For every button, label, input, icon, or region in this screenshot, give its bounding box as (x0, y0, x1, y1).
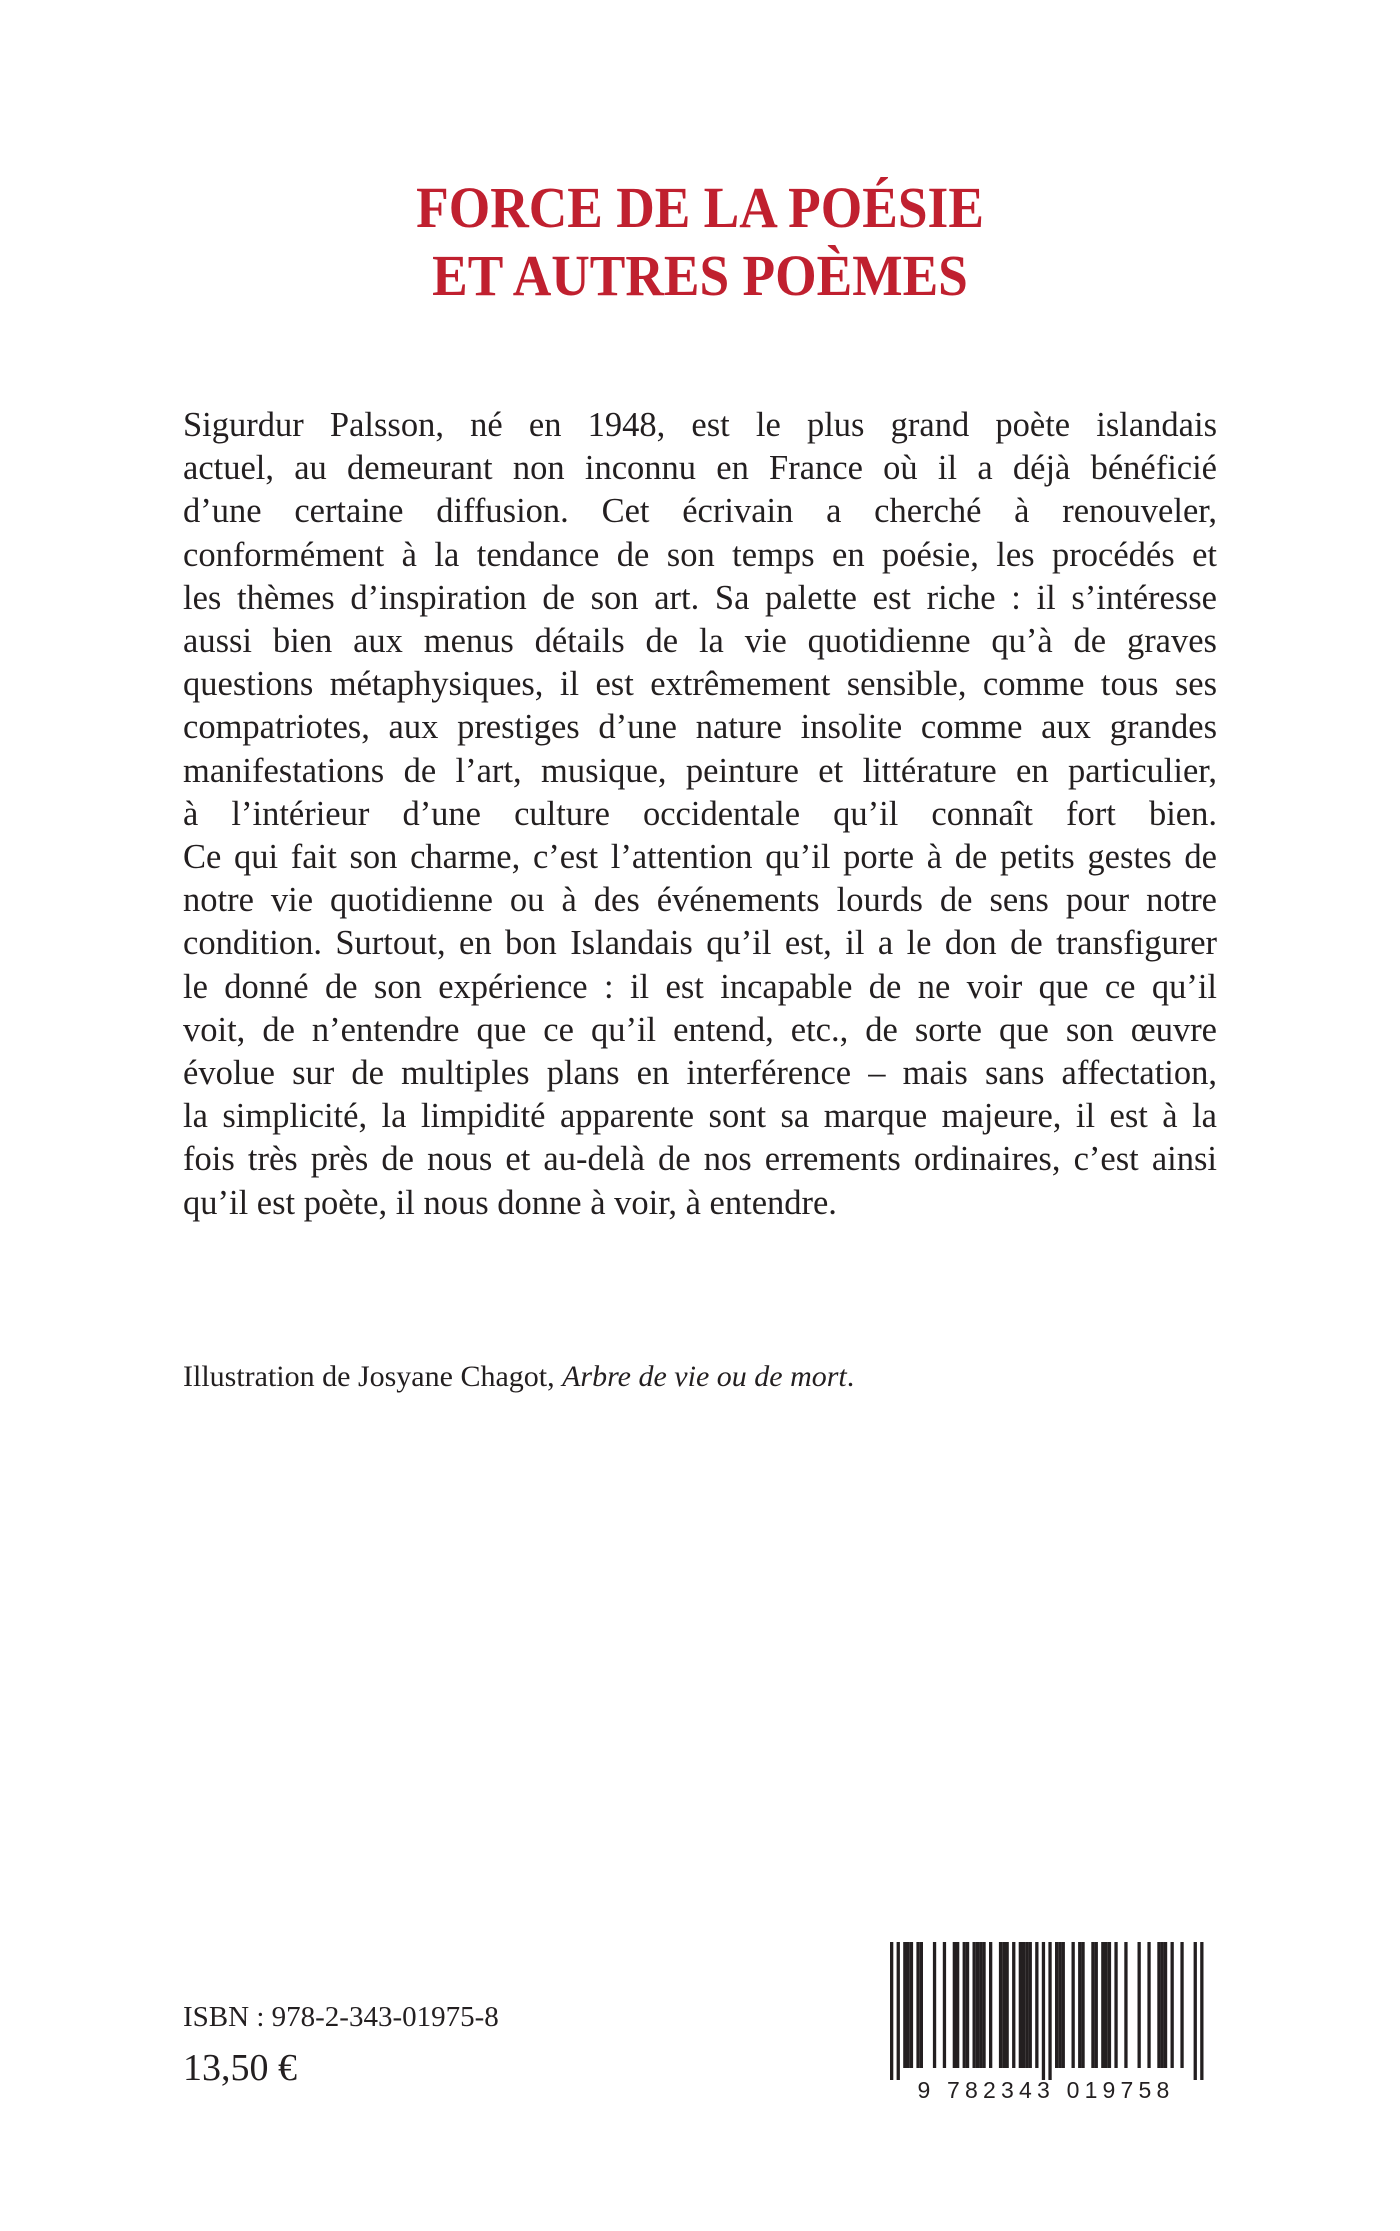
blurb-line: questions métaphysiques, il est extrêmement sensible, comme tous ses (183, 665, 1217, 704)
barcode-bar (1095, 1942, 1098, 2068)
barcode-bar (1048, 1942, 1051, 2080)
barcode-bar (1025, 1942, 1028, 2068)
illustration-credit (183, 1357, 854, 1397)
blurb-line: évolue sur de multiples plans en interférence – mais sans affectation, (183, 1054, 1217, 1093)
book-title-line-1: FORCE DE LA POÉSIE (416, 175, 984, 240)
barcode-bar (1058, 1942, 1061, 2068)
blurb-line: condition. Surtout, en bon Islandais qu’il est, il a le don de transfigurer (183, 924, 1217, 963)
barcode-bar (982, 1942, 985, 2068)
isbn-label: ISBN : 978-2-343-01975-8 (183, 2001, 499, 2033)
barcode-bar (1078, 1942, 1081, 2068)
barcode-bar (1164, 1942, 1167, 2068)
blurb-line: Ce qui fait son charme, c’est l’attention qu’il porte à de petits gestes de (183, 838, 1217, 877)
barcode-bar (1022, 1942, 1025, 2068)
illustration-credit-suffix: . (846, 1360, 855, 1393)
blurb-line: fois très près de nous et au-delà de nos errements ordinaires, c’est ainsi (183, 1140, 1217, 1179)
blurb-line: actuel, au demeurant non inconnu en France où il a déjà bénéficié (183, 449, 1217, 488)
barcode-bar (973, 1942, 976, 2068)
blurb-line: le donné de son expérience : il est incapable de ne voir que ce qu’il (183, 967, 1217, 1006)
barcode-bar (1072, 1942, 1075, 2068)
barcode-bar (1157, 1942, 1160, 2068)
barcode-bar (1012, 1942, 1015, 2068)
barcode-bar (1200, 1942, 1203, 2080)
barcode-bar (1101, 1942, 1104, 2068)
barcode-bar (1002, 1942, 1005, 2068)
barcode-bar (943, 1942, 946, 2068)
barcode-bar (1147, 1942, 1150, 2068)
barcode-bar (989, 1942, 992, 2068)
blurb-line: conformément à la tendance de son temps en poésie, les procédés et (183, 535, 1217, 574)
barcode-bar (1194, 1942, 1197, 2080)
barcode-digits: 9 782343 019758 (917, 2077, 1175, 2103)
illustration-credit-prefix: Illustration de Josyane Chagot, (183, 1360, 563, 1393)
barcode-bar (920, 1942, 923, 2068)
barcode-bar (1114, 1942, 1117, 2068)
blurb-line: d’une certaine diffusion. Cet écrivain a cherché à renouveler, (183, 492, 1217, 531)
barcode-bar (1180, 1942, 1183, 2068)
barcode-bar (976, 1942, 979, 2068)
blurb-line: qu’il est poète, il nous donne à voir, à entendre. (183, 1183, 837, 1222)
barcode-bar (1124, 1942, 1127, 2068)
barcode-bar (1081, 1942, 1084, 2068)
price-label: 13,50 € (183, 2047, 297, 2089)
barcode-bar (979, 1942, 982, 2068)
barcode-bar (1091, 1942, 1094, 2068)
barcode-bar (953, 1942, 956, 2068)
barcode-bar (1029, 1942, 1032, 2068)
barcode-bar (933, 1942, 936, 2068)
barcode-bar (956, 1942, 959, 2068)
barcode (868, 1938, 1218, 2103)
blurb-line: voit, de n’entendre que ce qu’il entend, etc., de sorte que son œuvre (183, 1010, 1217, 1049)
back-cover-blurb (183, 404, 1217, 1225)
book-title-line-2: ET AUTRES POÈMES (432, 243, 968, 308)
barcode-bar (1042, 1942, 1045, 2080)
blurb-line: notre vie quotidienne ou à des événements lourds de sens pour notre (183, 881, 1217, 920)
barcode-bar (963, 1942, 966, 2068)
barcode-bar (907, 1942, 910, 2068)
blurb-line: aussi bien aux menus détails de la vie quotidienne qu’à de graves (183, 622, 1217, 661)
barcode-bar (890, 1942, 893, 2080)
barcode-bar (1138, 1942, 1141, 2068)
barcode-bar (999, 1942, 1002, 2068)
blurb-line: à l’intérieur d’une culture occidentale qu’il connaît fort bien. (183, 794, 1217, 833)
illustration-work-title: Arbre de vie ou de mort (562, 1360, 847, 1393)
barcode-bar (1062, 1942, 1065, 2068)
blurb-line: les thèmes d’inspiration de son art. Sa palette est riche : il s’intéresse (183, 578, 1217, 617)
barcode-bar (1055, 1942, 1058, 2068)
barcode-bar (916, 1942, 919, 2068)
barcode-bar (1006, 1942, 1009, 2068)
barcode-bar (1171, 1942, 1174, 2068)
barcode-bar (897, 1942, 900, 2080)
barcode-bar (1161, 1942, 1164, 2068)
barcode-bar (910, 1942, 913, 2068)
barcode-bar (1105, 1942, 1108, 2068)
barcode-bar (1035, 1942, 1038, 2068)
blurb-line: la simplicité, la limpidité apparente sont sa marque majeure, il est à la (183, 1097, 1217, 1136)
barcode-bar (1108, 1942, 1111, 2068)
barcode-bar (1019, 1942, 1022, 2068)
blurb-line: Sigurdur Palsson, né en 1948, est le plus grand poète islandais (183, 406, 1217, 444)
barcode-bar (903, 1942, 906, 2068)
barcode-bar (966, 1942, 969, 2068)
blurb-line: manifestations de l’art, musique, peinture et littérature en particulier, (183, 751, 1217, 790)
blurb-line: compatriotes, aux prestiges d’une nature insolite comme aux grandes (183, 708, 1217, 747)
